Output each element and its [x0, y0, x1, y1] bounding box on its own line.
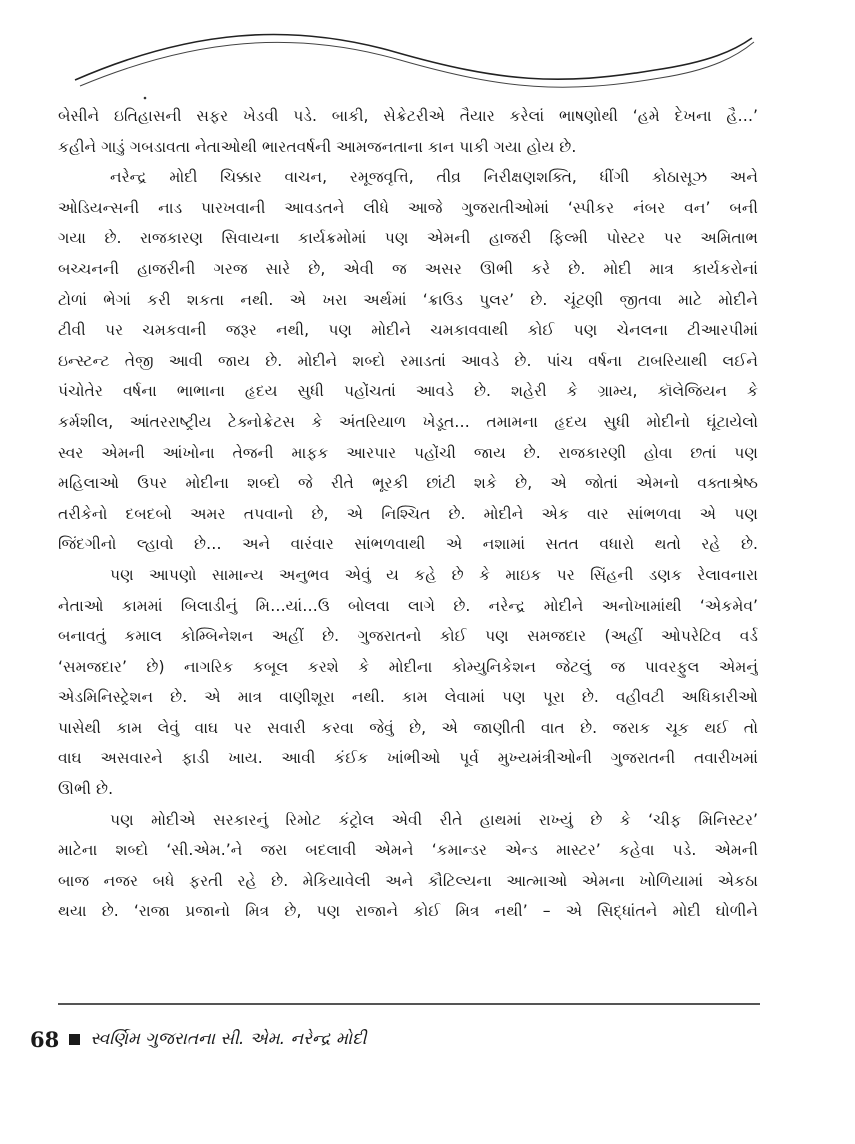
text-line-paragraph-start: નરેન્દ્ર મોદી ચિક્કાર વાચન, રમૂજવૃત્તિ, તીવ્ર નિરીક્ષણશક્તિ, ધીંગી કોઠાસૂઝ અને: [110, 168, 758, 187]
text-line: બાજ નજર બધે ફરતી રહે છે. મેકિયાવેલી અને કૌટિલ્યના આત્માઓ એમના ખોળિયામાં એકઠા: [58, 871, 758, 890]
text-line: ઇન્સ્ટન્ટ તેજી આવી જાય છે. મોદીને શબ્દો રમાડતાં આવડે છે. પાંચ વર્ષના ટાબરિયાથી લઈને: [58, 351, 758, 370]
running-book-title: સ્વર્ણિમ ગુજરાતના સી. એમ. નરેન્દ્ર મોદી: [90, 1029, 367, 1049]
text-line: માટેના શબ્દો ‘સી.એમ.’ને જરા બદલાવી એમને ‘કમાન્ડર એન્ડ માસ્ટર’ કહેવા પડે. એમની: [58, 841, 758, 860]
square-bullet-icon: [69, 1034, 80, 1045]
text-line: પાસેથી કામ લેવું વાઘ પર સવારી કરવા જેવું છે, એ જાણીતી વાત છે. જરાક ચૂક થઈ તો: [58, 718, 758, 737]
text-line: જિંદગીનો લ્હાવો છે… અને વારંવાર સાંભળવાથી એ નશામાં સતત વધારો થતો રહે છે.: [58, 535, 758, 554]
text-line: તરીકેનો દબદબો અમર તપવાનો છે, એ નિશ્ચિત છે. મોદીને એક વાર સાંભળવા એ પણ: [58, 504, 758, 523]
text-line: ઓડિયન્સની નાડ પારખવાની આવડતને લીધે આજે ગુજરાતીઓમાં ‘સ્પીકર નંબર વન’ બની: [58, 198, 758, 217]
decorative-wave-header: [0, 0, 855, 110]
text-line: કહીને ગાડું ગબડાવતા નેતાઓથી ભારતવર્ષની આમજનતાના કાન પાકી ગયા હોય છે.: [58, 137, 577, 156]
text-line: બનાવતું કમાલ કોમ્બિનેશન અહીં છે. ગુજરાતનો કોઈ પણ સમજદાર (અહીં ઓપરેટિવ વર્ડ: [58, 627, 758, 646]
text-line-paragraph-start: પણ આપણો સામાન્ય અનુભવ એવું ય કહે છે કે માઇક પર સિંહની ડણક રેલાવનારા: [110, 565, 758, 584]
text-line: એડમિનિસ્ટ્રેશન છે. એ માત્ર વાણીશૂરા નથી. કામ લેવામાં પણ પૂરા છે. વહીવટી અધિકારીઓ: [58, 688, 758, 707]
text-line: વાઘ અસવારને ફાડી ખાય. આવી કંઈક ખાંભીઓ પૂર્વ મુખ્યમંત્રીઓની ગુજરાતની તવારીખમાં: [58, 749, 758, 768]
page-number: 68: [30, 1026, 60, 1052]
text-line: કર્મશીલ, આંતરરાષ્ટ્રીય ટેક્નોક્રેટસ કે અંતરિયાળ ખેડૂત… તમામના હૃદય સુધી મોદીનો ઘૂંટાયેલો: [58, 412, 758, 431]
text-line: થયા છે. ‘રાજા પ્રજાનો મિત્ર છે, પણ રાજાને કોઈ મિત્ર નથી’ – એ સિદ્ધાંતને મોદી ઘોળીને: [58, 902, 758, 921]
text-line: સ્વર એમની આંખોના તેજની માફક આરપાર પહોંચી જાય છે. રાજકારણી હોવા છતાં પણ: [58, 443, 758, 462]
text-line: ટોળાં ભેગાં કરી શકતા નથી. એ ખરા અર્થમાં ‘ક્રાઉડ પુલર’ છે. ચૂંટણી જીતવા માટે મોદીને: [58, 290, 758, 309]
text-line: મહિલાઓ ઉપર મોદીના શબ્દો જે રીતે ભૂરકી છાંટી શકે છે, એ જોતાં એમનો વક્તાશ્રેષ્ઠ: [58, 474, 758, 493]
article-body: [58, 101, 758, 927]
text-line: ટીવી પર ચમકવાની જરૂર નથી, પણ મોદીને ચમકાવવાથી કોઈ પણ ચેનલના ટીઆરપીમાં: [58, 321, 758, 340]
text-line: પંચોતેર વર્ષના ભાભાના હૃદય સુધી પહોંચતાં આવડે છે. શહેરી કે ગ્રામ્ય, કૉલેજિયન કે: [58, 382, 758, 401]
text-line: નેતાઓ કામમાં બિલાડીનું મિ…યાં…ઉ બોલવા લાગે છે. નરેન્દ્ર મોદીને અનોખામાંથી ‘એકમેવ’: [58, 596, 758, 615]
text-line: બેસીને ઇતિહાસની સફર ખેડવી પડે. બાકી, સેક્રેટરીએ તૈયાર કરેલાં ભાષણોથી ‘હમે દેખના હૈ…’: [58, 107, 758, 125]
page-footer: [30, 1024, 367, 1054]
text-line: ગયા છે. રાજકારણ સિવાયના કાર્યક્રમોમાં પણ એમની હાજરી ફિલ્મી પોસ્ટર પર અમિતાભ: [58, 229, 758, 248]
text-line: બચ્ચનની હાજરીની ગરજ સારે છે, એવી જ અસર ઊભી કરે છે. મોદી માત્ર કાર્યકરોનાં: [58, 259, 758, 278]
footer-divider: [58, 1003, 760, 1005]
text-line: ‘સમજદાર’ છે) નાગરિક કબૂલ કરશે કે મોદીના કોમ્યુનિકેશન જેટલું જ પાવરફુલ એમનું: [58, 657, 758, 676]
text-line-paragraph-start: પણ મોદીએ સરકારનું રિમોટ કંટ્રોલ એવી રીતે હાથમાં રાખ્યું છે કે ‘ચીફ મિનિસ્ટર’: [110, 810, 758, 829]
text-line: ઊભી છે.: [58, 780, 114, 799]
